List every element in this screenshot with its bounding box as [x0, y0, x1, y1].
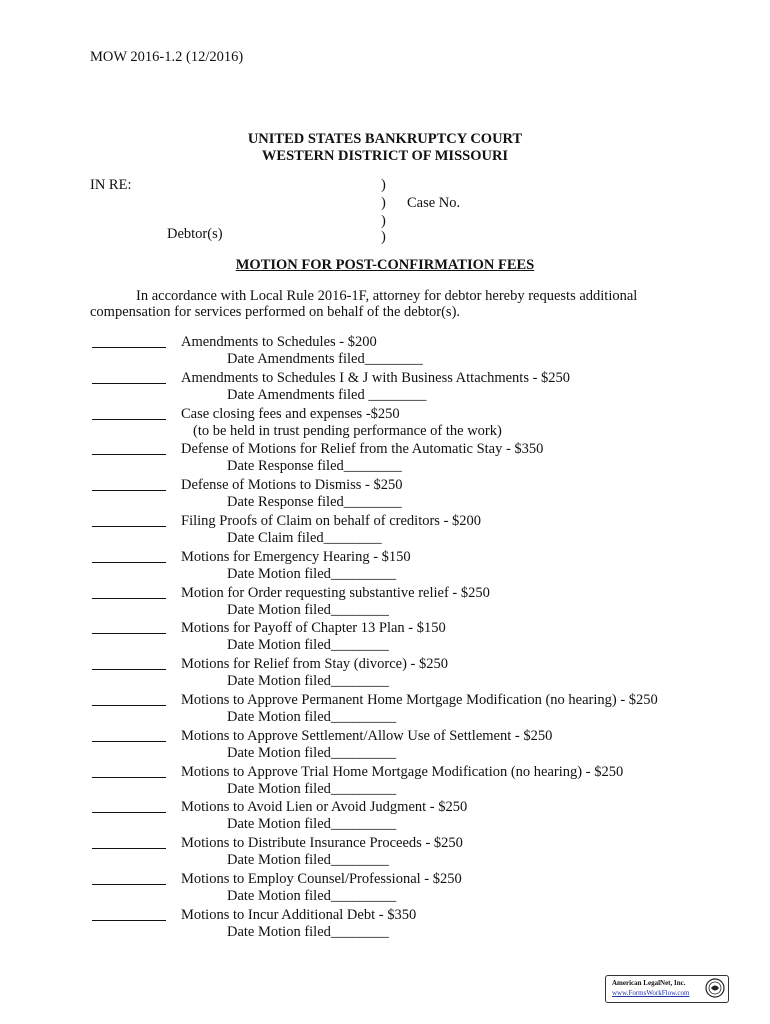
fee-item-description: Motions for Relief from Stay (divorce) - $250 [181, 656, 448, 673]
fee-item-description: Motions for Payoff of Chapter 13 Plan - $150 [181, 620, 446, 637]
fee-item-description: Filing Proofs of Claim on behalf of creditors - $200 [181, 512, 482, 529]
fee-item [0, 370, 770, 406]
fee-checkline[interactable] [92, 741, 166, 742]
fee-item-date-line: Date Claim filed________ [227, 529, 382, 546]
footer-company: American LegalNet, Inc. [612, 979, 686, 987]
fee-checkline[interactable] [92, 490, 166, 491]
fee-checkline[interactable] [92, 633, 166, 634]
caption-paren: ) [381, 195, 386, 211]
fee-item-date-line: Date Motion filed_________ [227, 708, 397, 725]
caption-paren: ) [381, 229, 386, 245]
fee-item [0, 907, 770, 943]
fee-item-description: Motions to Incur Additional Debt - $350 [181, 906, 417, 923]
fee-item-date-line: Date Motion filed_________ [227, 780, 397, 797]
court-district: WESTERN DISTRICT OF MISSOURI [261, 148, 509, 164]
fee-checkline[interactable] [92, 777, 166, 778]
fee-item [0, 477, 770, 513]
fee-item [0, 799, 770, 835]
fee-checkline[interactable] [92, 562, 166, 563]
fee-item-description: Amendments to Schedules - $200 [181, 334, 377, 350]
fee-item-description: Case closing fees and expenses -$250 [181, 405, 400, 422]
fee-item-date-line: Date Motion filed________ [227, 852, 389, 869]
fee-checkline[interactable] [92, 598, 166, 599]
fee-items-list [0, 334, 770, 943]
fee-item-date-line: Date Motion filed________ [227, 601, 389, 618]
fee-item-description: Motions to Distribute Insurance Proceeds - $250 [181, 835, 463, 852]
fee-item-date-line: Date Amendments filed ________ [227, 386, 427, 403]
fee-item [0, 406, 770, 442]
seal-icon [705, 978, 725, 998]
fee-item [0, 441, 770, 477]
fee-item [0, 656, 770, 692]
intro-line-2: compensation for services performed on behalf of the debtor(s). [90, 304, 461, 320]
fee-checkline[interactable] [92, 454, 166, 455]
fee-item-date-line: Date Motion filed_________ [227, 565, 397, 582]
caption-paren: ) [381, 177, 386, 193]
fee-item-date-line: Date Motion filed_________ [227, 744, 397, 761]
footer-logo [605, 975, 729, 1003]
fee-checkline[interactable] [92, 848, 166, 849]
fee-item-description: Defense of Motions for Relief from the Automatic Stay - $350 [181, 441, 544, 458]
form-id: MOW 2016-1.2 (12/2016) [90, 49, 244, 65]
fee-item-date-line: Date Motion filed_________ [227, 816, 397, 833]
fee-item-description: Amendments to Schedules I & J with Business Attachments - $250 [181, 369, 571, 386]
court-name: UNITED STATES BANKRUPTCY COURT [247, 131, 523, 147]
fee-item-date-line: Date Motion filed_________ [227, 887, 397, 904]
fee-checkline[interactable] [92, 347, 166, 348]
fee-item [0, 585, 770, 621]
fee-item-description: Motions for Emergency Hearing - $150 [181, 548, 411, 565]
fee-item [0, 513, 770, 549]
fee-checkline[interactable] [92, 884, 166, 885]
fee-item-description: Motion for Order requesting substantive relief - $250 [181, 584, 490, 601]
fee-checkline[interactable] [92, 526, 166, 527]
fee-item-date-line: (to be held in trust pending performance of the work) [193, 422, 502, 439]
fee-item-date-line: Date Response filed________ [227, 494, 402, 511]
fee-checkline[interactable] [92, 669, 166, 670]
fee-item [0, 620, 770, 656]
caption-paren: ) [381, 213, 386, 229]
fee-item-date-line: Date Motion filed________ [227, 637, 389, 654]
fee-item [0, 549, 770, 585]
fee-item [0, 764, 770, 800]
fee-item [0, 871, 770, 907]
fee-checkline[interactable] [92, 812, 166, 813]
motion-title: MOTION FOR POST-CONFIRMATION FEES [235, 257, 535, 273]
fee-item [0, 835, 770, 871]
fee-item-description: Defense of Motions to Dismiss - $250 [181, 477, 403, 494]
fee-item-date-line: Date Motion filed________ [227, 673, 389, 690]
fee-item-description: Motions to Approve Permanent Home Mortgage Modification (no hearing) - $250 [181, 691, 658, 708]
fee-checkline[interactable] [92, 920, 166, 921]
in-re-label: IN RE: [90, 177, 132, 193]
fee-item-description: Motions to Approve Settlement/Allow Use of Settlement - $250 [181, 727, 553, 744]
intro-line-1: In accordance with Local Rule 2016-1F, attorney for debtor hereby requests additional [136, 288, 638, 304]
fee-checkline[interactable] [92, 705, 166, 706]
fee-item-description: Motions to Approve Trial Home Mortgage Modification (no hearing) - $250 [181, 763, 624, 780]
fee-checkline[interactable] [92, 383, 166, 384]
debtor-label: Debtor(s) [167, 226, 223, 242]
fee-item-description: Motions to Employ Counsel/Professional - $250 [181, 870, 462, 887]
fee-item [0, 334, 770, 370]
fee-item-date-line: Date Amendments filed________ [227, 351, 423, 367]
fee-item-date-line: Date Motion filed________ [227, 923, 389, 940]
footer-url[interactable]: www.FormsWorkFlow.com [612, 989, 690, 997]
fee-checkline[interactable] [92, 419, 166, 420]
fee-item-description: Motions to Avoid Lien or Avoid Judgment - $250 [181, 799, 468, 816]
case-no-label: Case No. [407, 195, 461, 211]
fee-item [0, 692, 770, 728]
fee-item [0, 728, 770, 764]
fee-item-date-line: Date Response filed________ [227, 458, 402, 475]
